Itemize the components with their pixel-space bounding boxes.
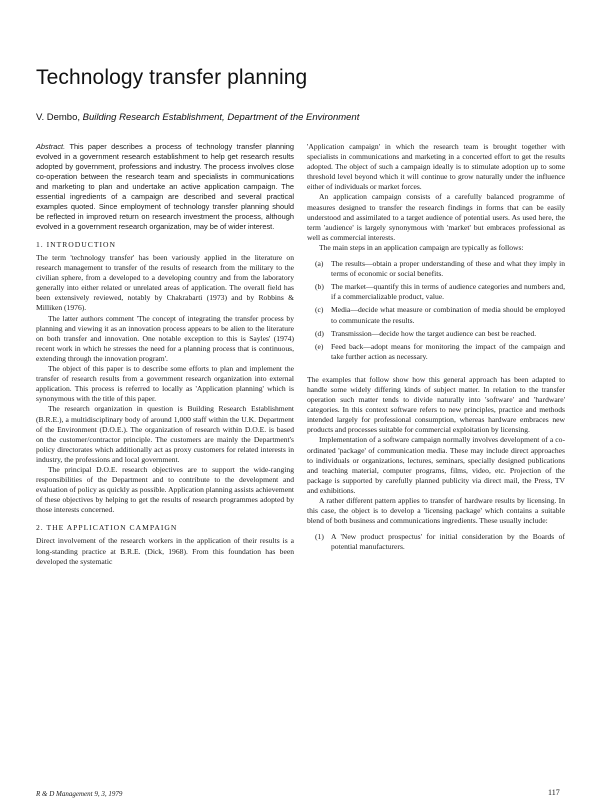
abstract-text: This paper describes a process of technology transfer planning evolved in a government research establishment to help get research results adopted by government, professions and industry. The process involves close co-operation between the research team and specialists in communications and marketing to plan and undertake an active application campaign. The essential ingredients of a campaign are described and several practical examples quoted. Since employment of technology transfer planning should be reflected in improved return on research investment the process, although evolved in a government research organization, may be of wider interest. xyxy=(36,142,294,231)
list-marker: (e) xyxy=(315,341,324,351)
list-marker: (b) xyxy=(315,282,324,292)
list-item-text: A 'New product prospectus' for initial consideration by the Boards of potential manufacturers. xyxy=(331,532,565,552)
abstract-label: Abstract. xyxy=(36,142,66,151)
list-item xyxy=(307,532,565,552)
byline xyxy=(36,112,359,123)
campaign-steps-list xyxy=(307,259,565,362)
right-column xyxy=(307,142,565,555)
list-item-text: Feed back—adopt means for monitoring the impact of the campaign and take further action as necessary. xyxy=(331,341,565,361)
campaign-paragraph-4: The main steps in an application campaign are typically as follows: xyxy=(319,242,524,252)
campaign-paragraph-7: A rather different pattern applies to transfer of hardware results by licensing. In this case, the object is to develop a 'licensing package' which contains a suitable blend of both business and communications ingredients. These usually include: xyxy=(307,496,565,526)
intro-paragraph-1: The term 'technology transfer' has been variously applied in the literature on research management to transfer of the results of research from the military to the civilian sphere, from a developed to a developing country and from the laboratory generally into either related or unrelated areas of application. The overall field has been extensively reviewed, notably by Chakrabarti (1973) and by Robbins & Milliken (1976). xyxy=(36,253,294,313)
list-item-text: Transmission—decide how the target audience can best be reached. xyxy=(331,328,537,338)
licensing-package-list xyxy=(307,532,565,552)
campaign-paragraph-3: An application campaign consists of a carefully balanced programme of measures designed to transfer the research findings in forms that can be easily understood and assimilated to a target audience of potential users. As used here, the term 'audience' is largely synonymous with 'market' but embraces professional as well as commercial interests. xyxy=(307,192,565,242)
journal-citation: R & D Management 9, 3, 1979 xyxy=(36,790,123,798)
list-item xyxy=(307,329,565,339)
left-column xyxy=(36,142,294,567)
campaign-paragraph-5: The examples that follow show how this general approach has been adapted to handle some widely differing kinds of subject matter. In relation to the transfer operation such matter tends to divide naturally into 'software' and 'hardware' categories. In this context software refers to new principles, practice and methods intended largely for professional consumption, whereas hardware embraces new products and processes suitable for commercial exploitation by licensing. xyxy=(307,374,565,435)
list-item-text: The results—obtain a proper understanding of these and what they imply in terms of economic or social benefits. xyxy=(331,259,565,279)
intro-paragraph-4: The research organization in question is Building Research Establishment (B.R.E.), a multidisciplinary body of around 1,000 staff within the U.K. Department of the Environment (D.O.E.). The organization of research within D.O.E. is based on the customer/contractor principle. The customers are mainly the Department's policy directorates which additionally act as proxy customers for related interests in industry, the professions and local government. xyxy=(36,404,294,464)
paper-title: Technology transfer planning xyxy=(36,66,308,89)
abstract xyxy=(36,142,294,232)
intro-paragraph-5: The principal D.O.E. research objectives are to support the wide-ranging responsibilities of the Department and to contribute to the development and evaluation of policy as quickly as possible. Application planning assists achievement of these objectives by helping to get the results of research programmes adopted by those interests concerned. xyxy=(36,464,294,515)
author-name: V. Dembo, xyxy=(36,112,81,123)
list-item xyxy=(307,282,565,302)
section-heading-introduction: 1. INTRODUCTION xyxy=(36,240,116,249)
list-marker: (c) xyxy=(315,305,324,315)
abstract-paragraph xyxy=(36,142,294,232)
campaign-paragraph-6: Implementation of a software campaign normally involves development of a co-ordinated 'package' of communication media. These may include direct approaches to individuals or organizations, lectures, seminars, specially designed publications and teaching material, computer programs, films, video, etc. Projection of the package is supported by carefully planned publicity via direct mail, the Press, TV and exhibitions. xyxy=(307,435,565,495)
list-item xyxy=(307,342,565,362)
list-marker: (a) xyxy=(315,259,324,269)
campaign-paragraph-2: 'Application campaign' in which the research team is brought together with specialists in communications and marketing in a concerted effort to get the results adopted. The object of such a campaign ideally is to stimulate adoption up to some threshold level beyond which it will continue to grow naturally under the influence either of individuals or market forces. xyxy=(307,142,565,192)
list-item xyxy=(307,259,565,279)
section-heading-application-campaign: 2. THE APPLICATION CAMPAIGN xyxy=(36,523,178,533)
list-marker: (1) xyxy=(315,532,324,542)
page-number: 117 xyxy=(548,788,560,797)
list-item xyxy=(307,305,565,325)
author-affiliation: Building Research Establishment, Department of the Environment xyxy=(82,112,360,123)
list-item-text: Media—decide what measure or combination of media should be employed to communicate the results. xyxy=(331,305,565,325)
list-marker: (d) xyxy=(315,328,324,338)
campaign-paragraph-1: Direct involvement of the research workers in the application of their results is a long-standing practice at B.R.E. (Dick, 1968). From this foundation has been developed the systematic xyxy=(36,536,294,566)
intro-paragraph-2: The latter authors comment 'The concept of integrating the transfer process by planning and viewing it as an innovation process appears to be alien to the literature on both transfer and innovation. One notable exception to this is Sayles' (1974) recent work in which he stresses the need for a planning process that is continuous, extending through the innovation program'. xyxy=(36,313,294,363)
list-item-text: The market—quantify this in terms of audience categories and numbers and, if a commercializable product, value. xyxy=(331,282,565,302)
intro-paragraph-3: The object of this paper is to describe some efforts to plan and implement the transfer of research results from a government research organization into external application. This process is referred to locally as 'Application planning' which is synonymous with the title of this paper. xyxy=(36,364,294,404)
